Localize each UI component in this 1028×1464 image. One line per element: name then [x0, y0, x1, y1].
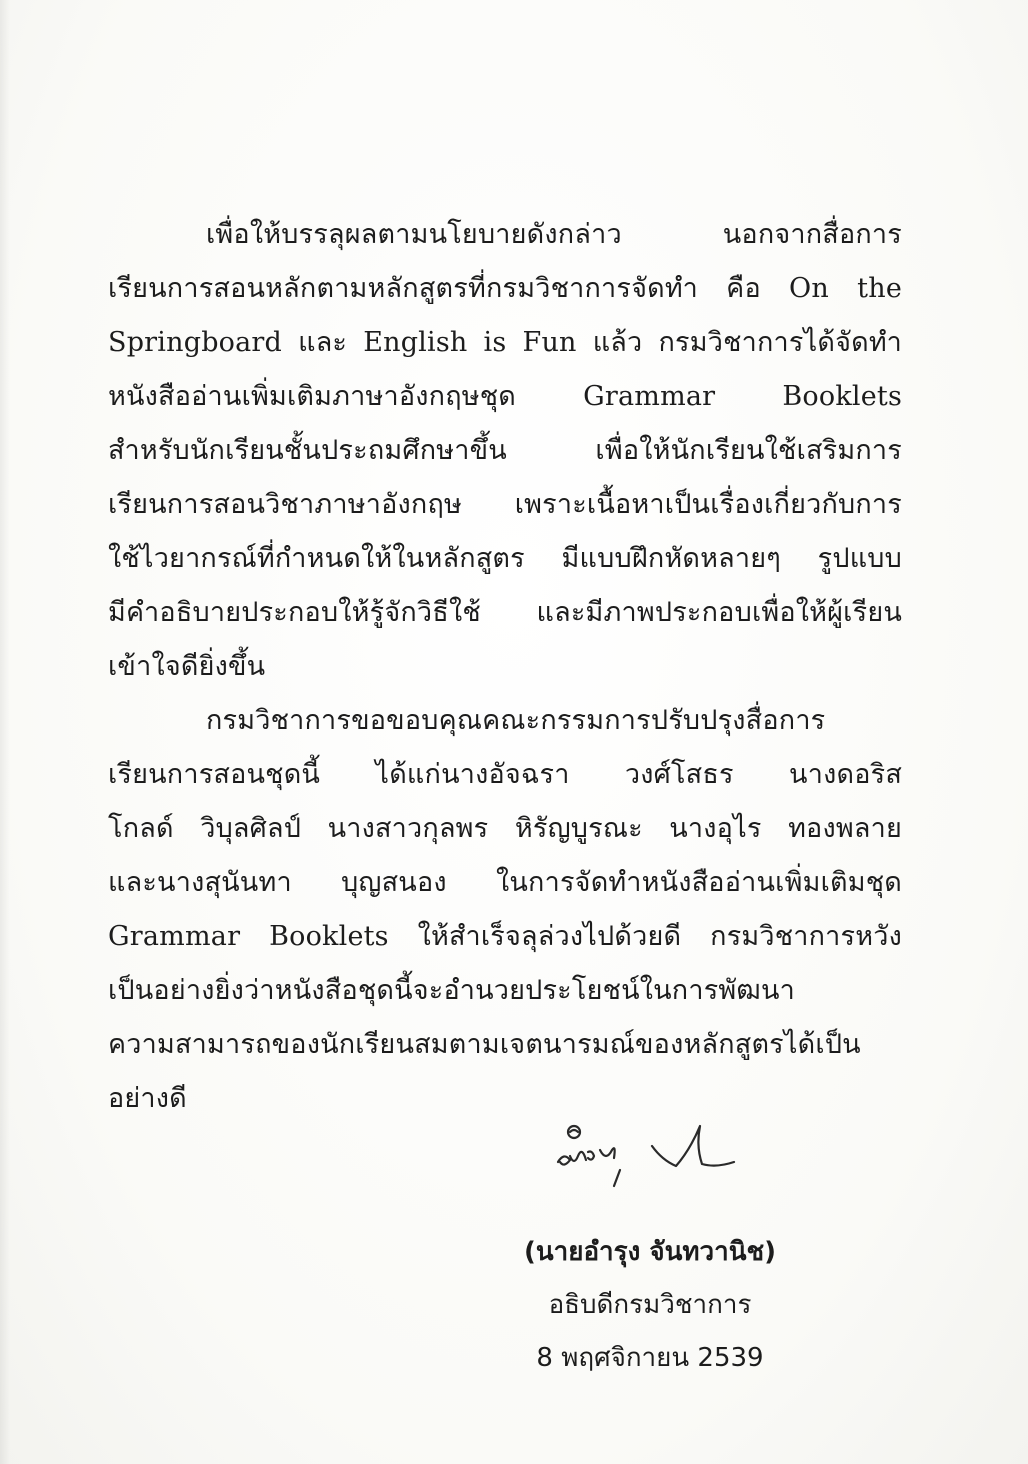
- paragraph-1-line: มีคำอธิบายประกอบให้รู้จักวิธีใช้ และมีภาพประกอบเพื่อให้ผู้เรียน: [108, 597, 902, 628]
- paragraph-2-line: โกลด์ วิบุลศิลป์ นางสาวกุลพร หิรัญบูรณะ นางอุไร ทองพลาย: [108, 813, 902, 844]
- signatory-block: [480, 1226, 820, 1385]
- paragraph-2-line: Grammar Booklets ให้สำเร็จลุล่วงไปด้วยดี กรมวิชาการหวัง: [108, 921, 902, 952]
- scan-edge-shadow: [0, 0, 10, 1464]
- paragraph-2-line: อย่างดี: [108, 1083, 187, 1114]
- paragraph-2-line: เรียนการสอนชุดนี้ ได้แก่นางอัจฉรา วงศ์โสธร นางดอริส: [108, 759, 902, 790]
- paragraph-1-line: เข้าใจดียิ่งขึ้น: [108, 651, 266, 682]
- paragraph-2-line: กรมวิชาการขอขอบคุณคณะกรรมการปรับปรุงสื่อการ: [206, 705, 826, 736]
- paragraph-1-line: Springboard และ English is Fun แล้ว กรมวิชาการได้จัดทำ: [108, 327, 902, 358]
- paragraph-2-line: เป็นอย่างยิ่งว่าหนังสือชุดนี้จะอำนวยประโยชน์ในการพัฒนา: [108, 975, 796, 1006]
- paragraph-1-line: เรียนการสอนวิชาภาษาอังกฤษ เพราะเนื้อหาเป็นเรื่องเกี่ยวกับการ: [108, 489, 902, 520]
- signatory-name: (นายอำรุง จันทวานิช): [523, 1237, 777, 1267]
- letter-date: 8 พฤศจิกายน 2539: [536, 1343, 764, 1373]
- letter-body: [108, 208, 902, 1126]
- paragraph-2-line: ความสามารถของนักเรียนสมตามเจตนารมณ์ของหลักสูตรได้เป็น: [108, 1029, 861, 1060]
- paragraph-1-line: เรียนการสอนหลักตามหลักสูตรที่กรมวิชาการจัดทำ คือ On the: [108, 273, 902, 304]
- paragraph-2: [108, 694, 902, 1126]
- paragraph-1-line: เพื่อให้บรรลุผลตามนโยบายดังกล่าว นอกจากสื่อการ: [206, 219, 902, 250]
- paragraph-1-line: ใช้ไวยากรณ์ที่กำหนดให้ในหลักสูตร มีแบบฝึกหัดหลายๆ รูปแบบ: [108, 543, 902, 574]
- paragraph-2-line: และนางสุนันทา บุญสนอง ในการจัดทำหนังสืออ่านเพิ่มเติมชุด: [108, 867, 902, 898]
- paragraph-1-line: สำหรับนักเรียนชั้นประถมศึกษาขึ้น เพื่อให้นักเรียนใช้เสริมการ: [108, 435, 902, 466]
- signatory-title: อธิบดีกรมวิชาการ: [548, 1290, 752, 1320]
- paragraph-1: [108, 208, 902, 694]
- handwritten-signature: [548, 1118, 748, 1228]
- paragraph-1-line: หนังสืออ่านเพิ่มเติมภาษาอังกฤษชุด Grammar Booklets: [108, 381, 902, 412]
